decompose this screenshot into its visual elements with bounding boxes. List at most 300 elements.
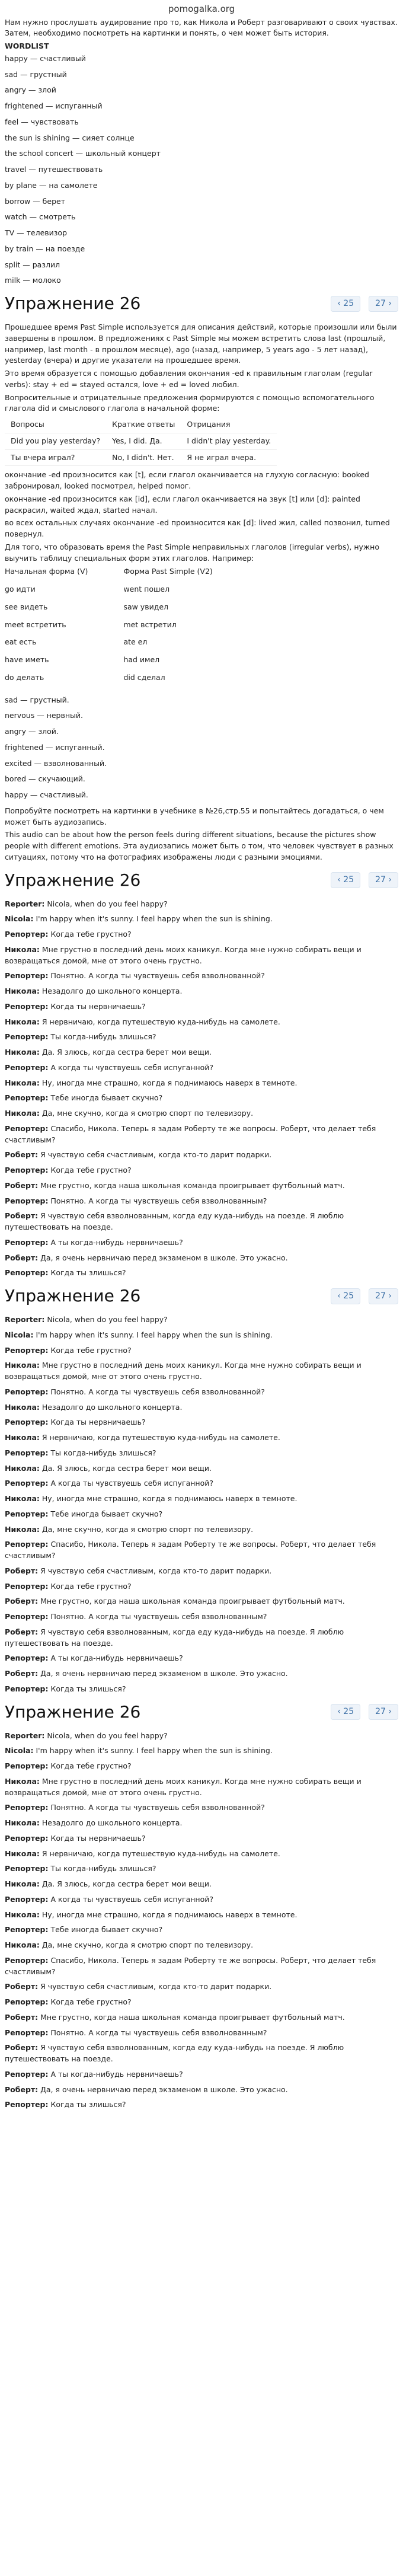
- dialogue-line: [5, 2069, 398, 2080]
- section-title: Упражнение 26: [5, 293, 141, 313]
- speaker: Никола:: [5, 1361, 40, 1370]
- speaker: Никола:: [5, 1109, 40, 1118]
- utterance: Ну, иногда мне страшно, когда я поднимаюсь наверх в темноте.: [41, 1078, 298, 1087]
- speaker: Никола:: [5, 1433, 40, 1442]
- speaker: Nicola:: [5, 1330, 34, 1339]
- dialogue-line: [5, 1253, 398, 1264]
- dialogue-line: [5, 1653, 398, 1664]
- next-exercise-button[interactable]: 27 ›: [369, 296, 398, 312]
- utterance: Да, мне скучно, когда я смотрю спорт по телевизору.: [41, 1940, 254, 1949]
- speaker: Никола:: [5, 1818, 40, 1827]
- speaker: Репортер:: [5, 1093, 49, 1103]
- dialogue-line: [5, 1047, 398, 1058]
- speaker: Репортер:: [5, 1684, 49, 1693]
- utterance: Тебе иногда бывает скучно?: [50, 1925, 163, 1935]
- dialogue-line: [5, 1776, 398, 1799]
- dialogue-line: [5, 1402, 398, 1413]
- dialogue-line: [5, 1955, 398, 1978]
- speaker: Репортер:: [5, 1997, 49, 2006]
- dialogue-line: [5, 1894, 398, 1905]
- speaker: Репортер:: [5, 1237, 49, 1247]
- dialogue-line: [5, 1478, 398, 1489]
- speaker: Никола:: [5, 1910, 40, 1919]
- dialogue-line: [5, 1237, 398, 1249]
- speaker: Роберт:: [5, 2085, 39, 2094]
- utterance: Ты когда-нибудь злишься?: [50, 1448, 156, 1457]
- table-cell: Yes, I did. Да.: [106, 433, 181, 449]
- speaker: Никола:: [5, 944, 40, 954]
- speaker: Никола:: [5, 1017, 40, 1026]
- dialogue-line: [5, 1017, 398, 1028]
- utterance: Понятно. А когда ты чувствуешь себя взволнованным?: [50, 1196, 267, 1205]
- utterance: Да, я очень нервничаю перед экзаменом в школе. Это ужасно.: [40, 1253, 288, 1262]
- rule-item: окончание -ed произносится как [t], если глагол оканчивается на глухую согласную: booked забронировал, looked посмотрел, helped помог.: [5, 470, 369, 490]
- table-cell: Did you play yesterday?: [5, 433, 106, 449]
- utterance: Да, мне скучно, когда я смотрю спорт по телевизору.: [41, 1524, 254, 1534]
- word-item: happy — счастливый.: [5, 790, 88, 799]
- word-item: angry — злой: [5, 85, 56, 95]
- dialogue-line: [5, 1330, 398, 1341]
- utterance: Да. Я злюсь, когда сестра берет мои вещи.: [41, 1048, 212, 1056]
- speaker: Репортер:: [5, 1864, 49, 1873]
- speaker: Роберт:: [5, 1253, 39, 1262]
- prev-exercise-button[interactable]: ‹ 25: [331, 872, 360, 888]
- speaker: Роберт:: [5, 2043, 39, 2052]
- word-item: sad — грустный: [5, 69, 67, 79]
- utterance: Мне грустно в последний день моих каникул. Когда мне нужно собирать вещи и возвращаться домой, мне от этого очень грустно.: [5, 1776, 362, 1797]
- speaker: Роберт:: [5, 1669, 39, 1678]
- dialogue-line: [5, 1539, 398, 1562]
- dialogue-line: [5, 986, 398, 997]
- utterance: Я чувствую себя взволнованным, когда еду куда-нибудь на поезде. Я люблю путешествовать на поезде.: [5, 1627, 344, 1648]
- table-row: [5, 449, 277, 466]
- speaker: Репортер:: [5, 1166, 49, 1174]
- exercise-nav: [331, 1288, 398, 1304]
- speaker: Репортер:: [5, 1196, 49, 1205]
- table-cell: Ты вчера играл?: [5, 449, 106, 466]
- utterance: I'm happy when it's sunny. I feel happy when the sun is shining.: [36, 1746, 273, 1755]
- speaker: Репортер:: [5, 1955, 49, 1965]
- speaker: Роберт:: [5, 1982, 39, 1991]
- prev-exercise-button[interactable]: ‹ 25: [331, 296, 360, 312]
- speaker: Репортер:: [5, 971, 49, 981]
- speaker: Репортер:: [5, 2028, 49, 2037]
- speaker: Никола:: [5, 1776, 40, 1786]
- utterance: Я чувствую себя счастливым, когда кто-то дарит подарки.: [40, 1150, 272, 1160]
- speaker: Репортер:: [5, 1001, 49, 1011]
- speaker: Роберт:: [5, 1150, 39, 1160]
- table-cell: Я не играл вчера.: [181, 449, 277, 466]
- column-header: Начальная форма (V): [5, 567, 88, 576]
- speaker: Репортер:: [5, 1612, 49, 1621]
- past-forms-column: [123, 566, 212, 690]
- dialogue-line: [5, 1581, 398, 1592]
- dialogue-line: [5, 971, 398, 982]
- verb-past: went пошел: [123, 585, 170, 593]
- speaker: Репортер:: [5, 1062, 49, 1072]
- utterance: Когда тебе грустно?: [50, 1761, 132, 1770]
- dialogue-line: [5, 1863, 398, 1875]
- verb-base: do делать: [5, 672, 44, 682]
- dialogue-line: [5, 1684, 398, 1695]
- dialogue-line: [5, 1211, 398, 1233]
- utterance: Когда тебе грустно?: [50, 1581, 132, 1591]
- dialogue-line: [5, 1123, 398, 1146]
- utterance: Мне грустно в последний день моих каникул. Когда мне нужно собирать вещи и возвращаться домой, мне от этого очень грустно.: [5, 944, 362, 965]
- dialogue-line: [5, 1448, 398, 1459]
- verb-base: eat есть: [5, 637, 37, 647]
- verb-base: go идти: [5, 585, 36, 593]
- dialogue-line: [5, 1463, 398, 1474]
- utterance: А ты когда-нибудь нервничаешь?: [50, 2069, 183, 2079]
- dialogue-block: [5, 899, 398, 1279]
- utterance: Ты когда-нибудь злишься?: [50, 1864, 156, 1873]
- utterance: Спасибо, Никола. Теперь я задам Роберту те же вопросы. Роберт, что делает тебя счастливым?: [5, 1123, 376, 1144]
- utterance: Я нервничаю, когда путешествую куда-нибудь на самолете.: [41, 1017, 280, 1026]
- utterance: Nicola, when do you feel happy?: [47, 1315, 168, 1324]
- wordlist-title: WORDLIST: [5, 42, 49, 50]
- word-item: the school concert — школьный концерт: [5, 149, 161, 158]
- word-item: happy — счастливый: [5, 53, 86, 63]
- section-header: [5, 1284, 398, 1311]
- grammar-table: [5, 417, 277, 466]
- speaker: Репортер:: [5, 1833, 49, 1843]
- table-row: [5, 433, 277, 449]
- chevron-left-icon: ‹: [337, 298, 344, 308]
- word-item: by plane — на самолете: [5, 180, 98, 190]
- verb-past: did сделал: [123, 672, 165, 682]
- dialogue-block: [5, 1731, 398, 2111]
- speaker: Никола:: [5, 987, 40, 995]
- utterance: Спасибо, Никола. Теперь я задам Роберту те же вопросы. Роберт, что делает тебя счастливым?: [5, 1955, 376, 1976]
- dialogue-line: [5, 1627, 398, 1649]
- emotion-words: [5, 695, 398, 801]
- utterance: Я чувствую себя взволнованным, когда еду куда-нибудь на поезде. Я люблю путешествовать на поезде.: [5, 2043, 344, 2063]
- utterance: Когда ты злишься?: [50, 1684, 126, 1693]
- utterance: I'm happy when it's sunny. I feel happy when the sun is shining.: [36, 1330, 273, 1339]
- utterance: Мне грустно в последний день моих каникул. Когда мне нужно собирать вещи и возвращаться домой, мне от этого очень грустно.: [5, 1361, 362, 1381]
- dialogue-line: [5, 2099, 398, 2111]
- utterance: А когда ты чувствуешь себя испуганной?: [50, 1479, 214, 1488]
- speaker: Никола:: [5, 1463, 40, 1473]
- utterance: Ну, иногда мне страшно, когда я поднимаюсь наверх в темноте.: [41, 1910, 298, 1919]
- answer-paragraph: This audio can be about how the person feels during different situations, because the pictures show people with different emotions. Эта аудиозапись может быть о том, что человек чувствует в разных ситуациях, потому что на фотографиях изображены люди с разными эмоциями.: [5, 830, 394, 861]
- utterance: Когда тебе грустно?: [50, 1997, 132, 2006]
- verb-forms: [5, 566, 398, 690]
- utterance: Незадолго до школьного концерта.: [41, 987, 183, 995]
- verb-past: had имел: [123, 655, 160, 664]
- grammar-paragraph: Прошедшее время Past Simple используется для описания действий, которые произошли или были завершены в прошлом. В предложениях с Past Simple мы можем встретить слова last (прошлый, например, last month - в прошлом месяце), ago (назад, например, 5 years ago - 5 лет назад), yesterday (вчера) и другие указатели на прошедшее время.: [5, 323, 397, 365]
- dialogue-line: [5, 1761, 398, 1772]
- dialogue-block: [5, 1314, 398, 1695]
- speaker: Никола:: [5, 1849, 40, 1858]
- pronunciation-rules: [5, 470, 398, 540]
- word-item: by train — на поезде: [5, 244, 85, 253]
- dialogue-line: [5, 1849, 398, 1860]
- word-item: frightened — испуганный.: [5, 742, 105, 752]
- utterance: Да, мне скучно, когда я смотрю спорт по телевизору.: [41, 1109, 254, 1118]
- chevron-right-icon: ›: [385, 1707, 392, 1716]
- word-item: bored — скучающий.: [5, 774, 85, 784]
- speaker: Репортер:: [5, 1540, 49, 1549]
- prev-exercise-button[interactable]: ‹ 25: [331, 1704, 360, 1720]
- section-title: Упражнение 26: [5, 1702, 141, 1722]
- utterance: Когда ты злишься?: [50, 1268, 126, 1278]
- dialogue-line: [5, 1611, 398, 1623]
- table-row: [5, 417, 277, 433]
- section-title: Упражнение 26: [5, 1286, 141, 1305]
- intro-text: Нам нужно прослушать аудирование про то, как Никола и Роберт разговаривают о своих чувствах. Затем, необходимо посмотреть на картинки и понять, о чем может быть история.: [5, 17, 398, 38]
- utterance: Да, я очень нервничаю перед экзаменом в школе. Это ужасно.: [40, 2085, 288, 2094]
- speaker: Репортер:: [5, 1761, 49, 1770]
- utterance: Я чувствую себя счастливым, когда кто-то дарит подарки.: [40, 1566, 272, 1575]
- utterance: Я нервничаю, когда путешествую куда-нибудь на самолете.: [41, 1433, 280, 1442]
- speaker: Роберт:: [5, 1211, 39, 1221]
- base-forms-column: [5, 566, 88, 690]
- speaker: Никола:: [5, 1402, 40, 1412]
- speaker: Роберт:: [5, 1566, 39, 1575]
- speaker: Репортер:: [5, 1925, 49, 1935]
- dialogue-line: [5, 1180, 398, 1192]
- utterance: Понятно. А когда ты чувствуешь себя взволнованной?: [50, 1387, 265, 1396]
- utterance: А ты когда-нибудь нервничаешь?: [50, 1654, 183, 1663]
- dialogue-line: [5, 1566, 398, 1577]
- utterance: Ну, иногда мне страшно, когда я поднимаюсь наверх в темноте.: [41, 1494, 298, 1503]
- dialogue-line: [5, 1940, 398, 1951]
- section-header: [5, 1700, 398, 1727]
- word-item: sad — грустный.: [5, 695, 69, 704]
- utterance: Мне грустно, когда наша школьная команда проигрывает футбольный матч.: [40, 2012, 345, 2022]
- utterance: Мне грустно, когда наша школьная команда проигрывает футбольный матч.: [40, 1180, 345, 1190]
- chevron-left-icon: ‹: [337, 875, 344, 885]
- dialogue-line: [5, 2085, 398, 2096]
- table-cell: I didn't play yesterday.: [181, 433, 277, 449]
- speaker: Никола:: [5, 1940, 40, 1949]
- word-item: TV — телевизор: [5, 228, 68, 237]
- dialogue-line: [5, 1196, 398, 1207]
- next-exercise-button[interactable]: 27 ›: [369, 1288, 398, 1304]
- utterance: Понятно. А когда ты чувствуешь себя взволнованным?: [50, 1612, 267, 1621]
- dialogue-line: [5, 1268, 398, 1279]
- utterance: Да. Я злюсь, когда сестра берет мои вещи.: [41, 1463, 212, 1473]
- table-header: Вопросы: [5, 417, 106, 433]
- dialogue-line: [5, 1910, 398, 1921]
- table-header: Краткие ответы: [106, 417, 181, 433]
- utterance: Я нервничаю, когда путешествую куда-нибудь на самолете.: [41, 1849, 280, 1858]
- utterance: Когда тебе грустно?: [50, 930, 132, 939]
- utterance: Я чувствую себя счастливым, когда кто-то дарит подарки.: [40, 1982, 272, 1991]
- utterance: Спасибо, Никола. Теперь я задам Роберту те же вопросы. Роберт, что делает тебя счастливым?: [5, 1540, 376, 1560]
- section-header: [5, 291, 398, 318]
- speaker: Репортер:: [5, 1387, 49, 1396]
- utterance: Тебе иногда бывает скучно?: [50, 1093, 163, 1103]
- utterance: А когда ты чувствуешь себя испуганной?: [50, 1062, 214, 1072]
- utterance: Когда ты нервничаешь?: [50, 1833, 146, 1843]
- dialogue-line: [5, 1668, 398, 1680]
- wordlist: [5, 53, 398, 286]
- utterance: I'm happy when it's sunny. I feel happy when the sun is shining.: [36, 914, 273, 924]
- prev-exercise-button[interactable]: ‹ 25: [331, 1288, 360, 1304]
- dialogue-line: [5, 1924, 398, 1936]
- speaker: Reporter:: [5, 1315, 45, 1324]
- utterance: Когда тебе грустно?: [50, 1345, 132, 1355]
- word-item: milk — молоко: [5, 276, 61, 285]
- dialogue-line: [5, 1345, 398, 1356]
- dialogue-line: [5, 1745, 398, 1757]
- chevron-left-icon: ‹: [337, 1707, 344, 1716]
- grammar-paragraph: Это время образуется с помощью добавления окончания -ed к правильным глаголам (regular verbs): stay + ed = stayed остался, love + ed = loved любил.: [5, 369, 373, 389]
- word-item: feel — чувствовать: [5, 117, 79, 126]
- speaker: Никола:: [5, 1494, 40, 1503]
- speaker: Репортер:: [5, 1479, 49, 1488]
- dialogue-line: [5, 2042, 398, 2065]
- speaker: Репортер:: [5, 1268, 49, 1278]
- speaker: Репортер:: [5, 1654, 49, 1663]
- speaker: Никола:: [5, 1524, 40, 1534]
- next-exercise-button[interactable]: 27 ›: [369, 872, 398, 888]
- top-watermark: pomogalka.org: [168, 4, 235, 14]
- speaker: Reporter:: [5, 1731, 45, 1740]
- rule-item: во всех остальных случаях окончание -ed произносится как [d]: lived жил, called позвонил, turned повернул.: [5, 518, 390, 538]
- section-header: [5, 868, 398, 895]
- word-item: travel — путешествовать: [5, 165, 103, 174]
- dialogue-line: [5, 1833, 398, 1844]
- verb-past: saw увидел: [123, 602, 169, 611]
- speaker: Nicola:: [5, 914, 34, 924]
- dialogue-line: [5, 1981, 398, 1993]
- utterance: А ты когда-нибудь нервничаешь?: [50, 1237, 183, 1247]
- dialogue-line: [5, 1997, 398, 2008]
- speaker: Роберт:: [5, 1180, 39, 1190]
- speaker: Репортер:: [5, 1032, 49, 1042]
- verb-base: meet встретить: [5, 620, 66, 629]
- speaker: Никола:: [5, 1078, 40, 1087]
- dialogue-line: [5, 944, 398, 967]
- utterance: Незадолго до школьного концерта.: [41, 1818, 183, 1827]
- chevron-right-icon: ›: [385, 298, 392, 308]
- word-item: split — разлил: [5, 260, 60, 269]
- exercise-nav: [331, 872, 398, 888]
- dialogue-line: [5, 1108, 398, 1119]
- dialogue-line: [5, 1879, 398, 1890]
- speaker: Роберт:: [5, 2012, 39, 2022]
- grammar-paragraph: Вопросительные и отрицательные предложения формируются с помощью вспомогательного глагола did и смыслового глагола в начальной форме:: [5, 392, 375, 413]
- table-cell: No, I didn't. Нет.: [106, 449, 181, 466]
- speaker: Репортер:: [5, 1448, 49, 1457]
- grammar-paragraph: Для того, что образовать время the Past Simple неправильных глаголов (irregular verbs), нужно выучить таблицу специальных форм этих глаголов. Например:: [5, 542, 379, 563]
- dialogue-line: [5, 1150, 398, 1161]
- chevron-right-icon: ›: [385, 1291, 392, 1301]
- speaker: Никола:: [5, 1879, 40, 1888]
- utterance: Да. Я злюсь, когда сестра берет мои вещи.: [41, 1879, 212, 1888]
- speaker: Репортер:: [5, 1123, 49, 1133]
- dialogue-line: [5, 1078, 398, 1089]
- dialogue-line: [5, 2028, 398, 2039]
- chevron-left-icon: ‹: [337, 1291, 344, 1301]
- utterance: Nicola, when do you feel happy?: [47, 1731, 168, 1740]
- dialogue-line: [5, 1387, 398, 1398]
- table-header: Отрицания: [181, 417, 277, 433]
- utterance: Nicola, when do you feel happy?: [47, 899, 168, 908]
- dialogue-line: [5, 1417, 398, 1428]
- dialogue-line: [5, 1001, 398, 1013]
- word-item: angry — злой.: [5, 727, 59, 736]
- verb-past: met встретил: [123, 620, 177, 629]
- speaker: Репортер:: [5, 1418, 49, 1427]
- speaker: Nicola:: [5, 1746, 34, 1755]
- dialogue-line: [5, 1314, 398, 1326]
- task-paragraph: Попробуйте посмотреть на картинки в учебнике в №26,стр.55 и попытайтесь догадаться, о чем может быть аудиозапись.: [5, 806, 384, 826]
- speaker: Никола:: [5, 1048, 40, 1056]
- dialogue-line: [5, 899, 398, 910]
- utterance: Когда ты нервничаешь?: [50, 1418, 146, 1427]
- dialogue-line: [5, 1509, 398, 1520]
- utterance: Незадолго до школьного концерта.: [41, 1402, 183, 1412]
- exercise-nav: [331, 1704, 398, 1720]
- speaker: Репортер:: [5, 1581, 49, 1591]
- section-title: Упражнение 26: [5, 870, 141, 890]
- word-item: excited — взволнованный.: [5, 758, 107, 768]
- utterance: Я чувствую себя взволнованным, когда еду куда-нибудь на поезде. Я люблю путешествовать на поезде.: [5, 1211, 344, 1231]
- dialogue-line: [5, 1818, 398, 1829]
- speaker: Репортер:: [5, 2069, 49, 2079]
- dialogue-line: [5, 1432, 398, 1444]
- utterance: Когда тебе грустно?: [50, 1166, 132, 1174]
- dialogue-line: [5, 1731, 398, 1742]
- verb-base: see видеть: [5, 602, 48, 611]
- word-item: watch — смотреть: [5, 212, 76, 222]
- dialogue-line: [5, 1596, 398, 1607]
- dialogue-line: [5, 929, 398, 940]
- dialogue-line: [5, 1360, 398, 1383]
- next-exercise-button[interactable]: 27 ›: [369, 1704, 398, 1720]
- utterance: Да, я очень нервничаю перед экзаменом в школе. Это ужасно.: [40, 1669, 288, 1678]
- speaker: Репортер:: [5, 2100, 49, 2109]
- utterance: Когда ты нервничаешь?: [50, 1001, 146, 1011]
- utterance: Понятно. А когда ты чувствуешь себя взволнованной?: [50, 971, 265, 981]
- exercise-nav: [331, 296, 398, 312]
- dialogue-line: [5, 1093, 398, 1104]
- speaker: Репортер:: [5, 1345, 49, 1355]
- speaker: Роберт:: [5, 1627, 39, 1636]
- speaker: Reporter:: [5, 899, 45, 908]
- column-header: Форма Past Simple (V2): [123, 567, 213, 576]
- speaker: Роберт:: [5, 1597, 39, 1606]
- word-item: frightened — испуганный: [5, 101, 103, 110]
- verb-past: ate ел: [123, 637, 148, 647]
- utterance: Понятно. А когда ты чувствуешь себя взволнованной?: [50, 1803, 265, 1812]
- dialogue-line: [5, 1493, 398, 1505]
- utterance: А когда ты чувствуешь себя испуганной?: [50, 1894, 214, 1904]
- dialogue-line: [5, 2012, 398, 2023]
- speaker: Репортер:: [5, 1509, 49, 1518]
- rule-item: окончание -ed произносится как [id], если глагол оканчивается на звук [t] или [d]: painted раскрасил, waited ждал, started начал.: [5, 494, 360, 515]
- utterance: Когда ты злишься?: [50, 2100, 126, 2109]
- word-item: nervous — нервный.: [5, 711, 83, 720]
- speaker: Репортер:: [5, 1803, 49, 1812]
- utterance: Ты когда-нибудь злишься?: [50, 1032, 156, 1042]
- word-item: the sun is shining — сияет солнце: [5, 133, 135, 142]
- dialogue-line: [5, 1032, 398, 1043]
- dialogue-line: [5, 1165, 398, 1176]
- dialogue-line: [5, 1524, 398, 1536]
- dialogue-line: [5, 914, 398, 925]
- speaker: Репортер:: [5, 930, 49, 939]
- speaker: Репортер:: [5, 1894, 49, 1904]
- utterance: Мне грустно, когда наша школьная команда проигрывает футбольный матч.: [40, 1597, 345, 1606]
- dialogue-line: [5, 1802, 398, 1814]
- utterance: Понятно. А когда ты чувствуешь себя взволнованным?: [50, 2028, 267, 2037]
